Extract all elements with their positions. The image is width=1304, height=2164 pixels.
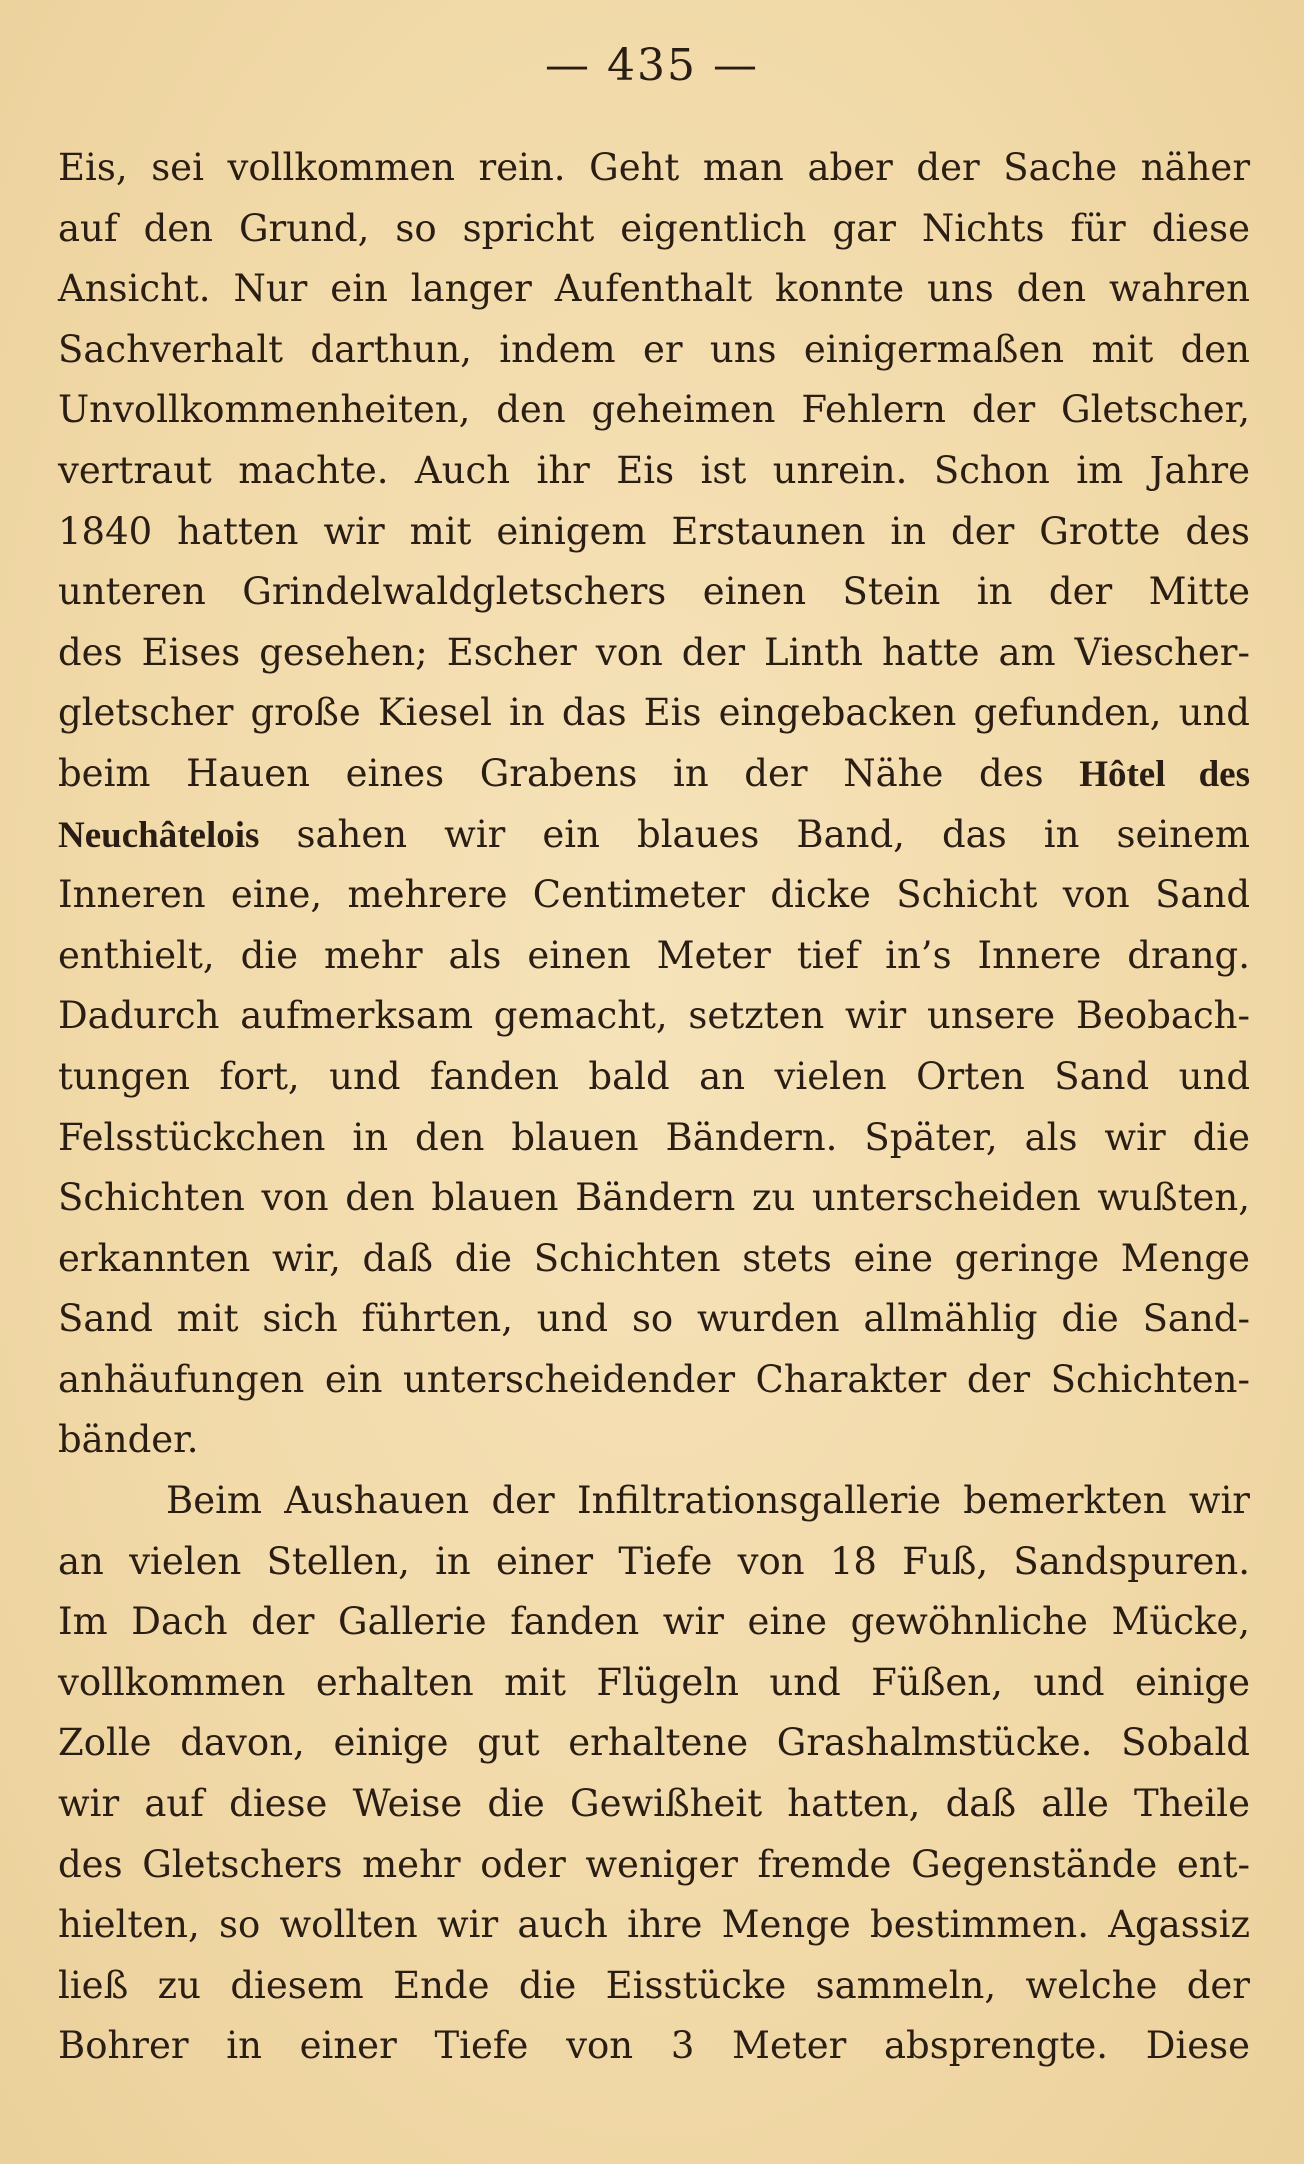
text-line: 1840 hatten wir mit einigem Erstaunen in der Grotte des: [58, 509, 1250, 553]
text-line: des Gletschers mehr oder weniger fremde Gegenstände ent-: [58, 1842, 1250, 1886]
text-line: ließ zu diesem Ende die Eisstücke sammeln, welche der: [58, 1963, 1250, 2007]
text-line: vertraut machte. Auch ihr Eis ist unrein. Schon im Jahre: [58, 448, 1250, 492]
text-line: des Eises gesehen; Escher von der Linth hatte am Viescher-: [58, 630, 1250, 674]
body-text: [58, 138, 1250, 2077]
text-line: Schichten von den blauen Bändern zu unterscheiden wußten,: [58, 1176, 1250, 1220]
paragraph-start-line: Beim Aushauen der Infiltrationsgallerie bemerkten wir: [166, 1479, 1250, 1523]
text-line: hielten, so wollten wir auch ihre Menge bestimmen. Agassiz: [58, 1903, 1250, 1947]
text-line: unteren Grindelwaldgletschers einen Stein in der Mitte: [58, 570, 1250, 614]
text-line: Ansicht. Nur ein langer Aufenthalt konnte uns den wahren: [58, 267, 1250, 311]
text-line: wir auf diese Weise die Gewißheit hatten, daß alle Theile: [58, 1782, 1250, 1826]
text-line: Im Dach der Gallerie fanden wir eine gewöhnliche Mücke,: [58, 1600, 1250, 1644]
text-line: Dadurch aufmerksam gemacht, setzten wir unsere Beobach-: [58, 994, 1250, 1038]
bold-text: Hôtel des: [1079, 753, 1251, 795]
text-line: anhäufungen ein unterscheidender Charakter der Schichten-: [58, 1357, 1250, 1401]
text-line: Inneren eine, mehrere Centimeter dicke Schicht von Sand: [58, 873, 1250, 917]
text-segment: sahen wir ein blaues Band, das in seinem: [259, 812, 1250, 856]
text-line: Bohrer in einer Tiefe von 3 Meter absprengte. Diese: [58, 2024, 1250, 2068]
text-segment: beim Hauen eines Grabens in der Nähe des: [58, 751, 1080, 795]
text-line: Unvollkommenheiten, den geheimen Fehlern der Gletscher,: [58, 388, 1250, 432]
text-line: [58, 744, 1250, 805]
text-line: vollkommen erhalten mit Flügeln und Füßen, und einige: [58, 1660, 1250, 1704]
text-line: enthielt, die mehr als einen Meter tief in’s Innere drang.: [58, 933, 1250, 977]
text-line: Sachverhalt darthun, indem er uns einigermaßen mit den: [58, 327, 1250, 371]
text-line: Felsstückchen in den blauen Bändern. Später, als wir die: [58, 1115, 1250, 1159]
text-line: Sand mit sich führten, und so wurden allmählig die Sand-: [58, 1297, 1250, 1341]
text-line: gletscher große Kiesel in das Eis eingebacken gefunden, und: [58, 691, 1250, 735]
bold-text: Neuchâtelois: [58, 814, 260, 856]
text-line: auf den Grund, so spricht eigentlich gar Nichts für diese: [58, 206, 1250, 250]
text-line: erkannten wir, daß die Schichten stets eine geringe Menge: [58, 1236, 1250, 1280]
text-line: Zolle davon, einige gut erhaltene Grashalmstücke. Sobald: [58, 1721, 1250, 1765]
text-line: [58, 805, 1250, 866]
page-number: — 435 —: [545, 40, 759, 91]
text-line: tungen fort, und fanden bald an vielen Orten Sand und: [58, 1054, 1250, 1098]
text-line: an vielen Stellen, in einer Tiefe von 18 Fuß, Sandspuren.: [58, 1539, 1250, 1583]
paragraph-end-line: bänder.: [58, 1418, 199, 1462]
text-line: Eis, sei vollkommen rein. Geht man aber der Sache näher: [58, 146, 1250, 189]
